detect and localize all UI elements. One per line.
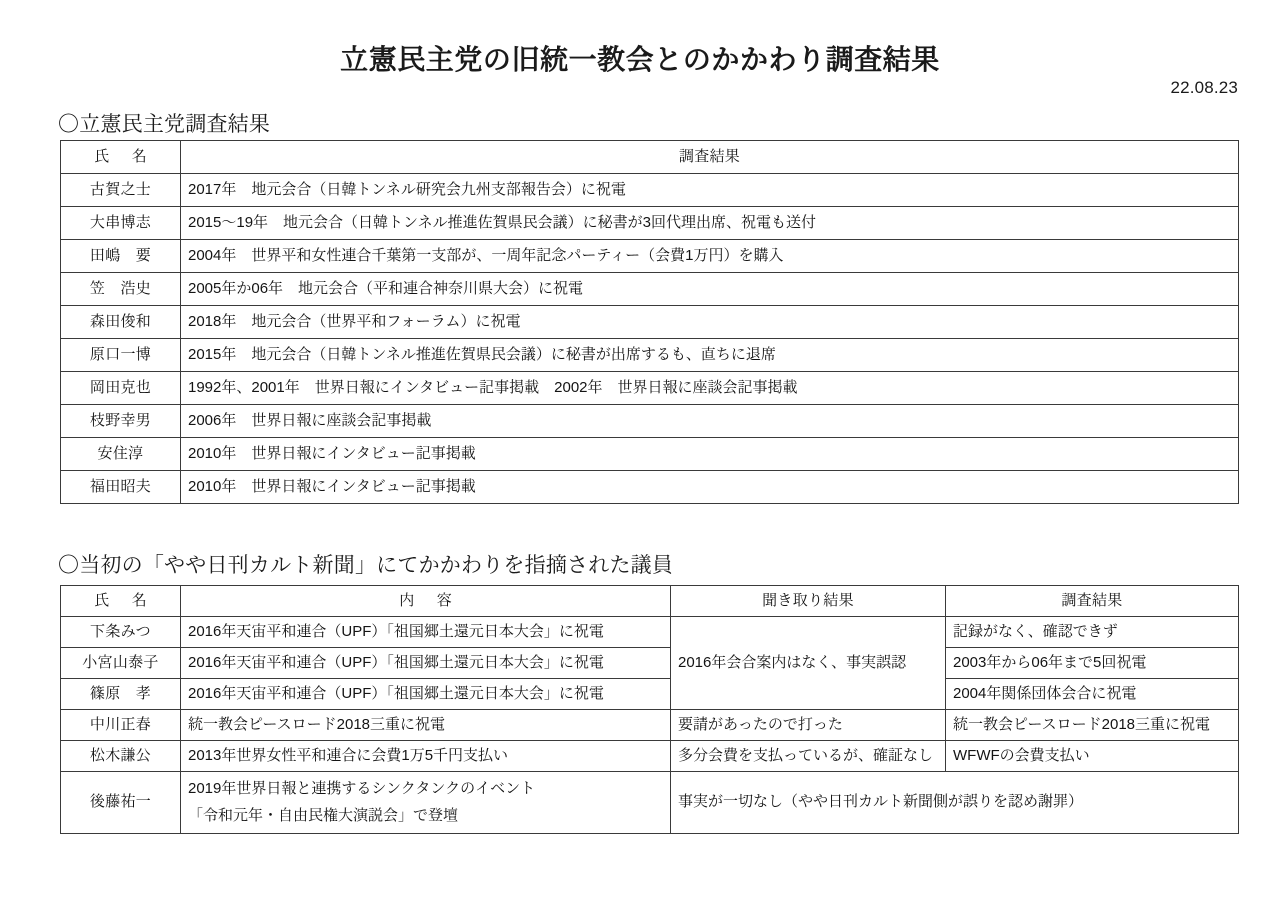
table-row <box>61 648 1239 679</box>
member-name: 小宮山泰子 <box>61 648 181 679</box>
allegation-content: 2016年天宙平和連合（UPF）「祖国郷土還元日本大会」に祝電 <box>181 617 671 648</box>
column-header-name: 氏 名 <box>61 141 181 174</box>
survey-result: 2015年 地元会合（日韓トンネル推進佐賀県民会議）に秘書が出席するも、直ちに退席 <box>181 339 1239 372</box>
column-header-content: 内 容 <box>181 586 671 617</box>
hearing-result: 多分会費を支払っているが、確証なし <box>671 741 946 772</box>
section-heading-survey-results: 〇立憲民主党調査結果 <box>58 113 271 136</box>
survey-result: 2010年 世界日報にインタビュー記事掲載 <box>181 471 1239 504</box>
table-row <box>61 306 1239 339</box>
member-name: 枝野幸男 <box>61 405 181 438</box>
survey-result: 2003年から06年まで5回祝電 <box>946 648 1239 679</box>
survey-result: 2006年 世界日報に座談会記事掲載 <box>181 405 1239 438</box>
table-row <box>61 471 1239 504</box>
allegation-content: 統一教会ピースロード2018三重に祝電 <box>181 710 671 741</box>
document-date: 22.08.23 <box>1170 78 1238 97</box>
allegation-content: 2016年天宙平和連合（UPF）「祖国郷土還元日本大会」に祝電 <box>181 648 671 679</box>
member-name: 篠原 孝 <box>61 679 181 710</box>
table-row <box>61 174 1239 207</box>
member-name: 後藤祐一 <box>61 772 181 834</box>
allegation-content: 2016年天宙平和連合（UPF）「祖国郷土還元日本大会」に祝電 <box>181 679 671 710</box>
member-name: 下条みつ <box>61 617 181 648</box>
member-name: 田嶋 要 <box>61 240 181 273</box>
table-row <box>61 372 1239 405</box>
allegation-content <box>181 772 671 834</box>
survey-result: 2010年 世界日報にインタビュー記事掲載 <box>181 438 1239 471</box>
member-name: 岡田克也 <box>61 372 181 405</box>
survey-result: 2004年関係団体会合に祝電 <box>946 679 1239 710</box>
survey-result: WFWFの会費支払い <box>946 741 1239 772</box>
survey-result: 記録がなく、確認できず <box>946 617 1239 648</box>
allegation-content: 2013年世界女性平和連合に会費1万5千円支払い <box>181 741 671 772</box>
column-header-result: 調査結果 <box>181 141 1239 174</box>
table-row <box>61 405 1239 438</box>
member-name: 福田昭夫 <box>61 471 181 504</box>
table-cult-newspaper-allegations <box>60 585 1239 834</box>
page-title: 立憲民主党の旧統一教会とのかかわり調査結果 <box>340 44 940 75</box>
table-row <box>61 772 1239 834</box>
survey-result: 統一教会ピースロード2018三重に祝電 <box>946 710 1239 741</box>
member-name: 笠 浩史 <box>61 273 181 306</box>
allegation-content-line-2: 「令和元年・自由民権大演説会」で登壇 <box>188 806 459 824</box>
table-row <box>61 617 1239 648</box>
survey-result: 2004年 世界平和女性連合千葉第一支部が、一周年記念パーティー（会費1万円）を購入 <box>181 240 1239 273</box>
table-row <box>61 438 1239 471</box>
member-name: 古賀之士 <box>61 174 181 207</box>
survey-result: 2015〜19年 地元会合（日韓トンネル推進佐賀県民会議）に秘書が3回代理出席、祝電も送付 <box>181 207 1239 240</box>
table-ldp-survey-results <box>60 140 1239 504</box>
table-row <box>61 741 1239 772</box>
allegation-content-line-1: 2019年世界日報と連携するシンクタンクのイベント <box>188 780 536 798</box>
survey-result: 2018年 地元会合（世界平和フォーラム）に祝電 <box>181 306 1239 339</box>
column-header-hearing: 聞き取り結果 <box>671 586 946 617</box>
section-heading-cult-newspaper-members: 〇当初の「やや日刊カルト新聞」にてかかわりを指摘された議員 <box>58 554 674 577</box>
table-row <box>61 339 1239 372</box>
survey-result: 1992年、2001年 世界日報にインタビュー記事掲載 2002年 世界日報に座談会記事掲載 <box>181 372 1239 405</box>
member-name: 松木謙公 <box>61 741 181 772</box>
column-header-survey: 調査結果 <box>946 586 1239 617</box>
member-name: 大串博志 <box>61 207 181 240</box>
hearing-result-merged-wide: 事実が一切なし（やや日刊カルト新聞側が誤りを認め謝罪） <box>671 772 1239 834</box>
table-row <box>61 679 1239 710</box>
hearing-result-merged: 2016年会合案内はなく、事実誤認 <box>671 617 946 710</box>
hearing-result: 要請があったので打った <box>671 710 946 741</box>
table-row <box>61 273 1239 306</box>
table-header-row <box>61 141 1239 174</box>
table-header-row <box>61 586 1239 617</box>
survey-result: 2017年 地元会合（日韓トンネル研究会九州支部報告会）に祝電 <box>181 174 1239 207</box>
survey-result: 2005年か06年 地元会合（平和連合神奈川県大会）に祝電 <box>181 273 1239 306</box>
table-row <box>61 240 1239 273</box>
member-name: 森田俊和 <box>61 306 181 339</box>
table-row <box>61 710 1239 741</box>
column-header-name: 氏 名 <box>61 586 181 617</box>
member-name: 原口一博 <box>61 339 181 372</box>
member-name: 中川正春 <box>61 710 181 741</box>
member-name: 安住淳 <box>61 438 181 471</box>
table-row <box>61 207 1239 240</box>
